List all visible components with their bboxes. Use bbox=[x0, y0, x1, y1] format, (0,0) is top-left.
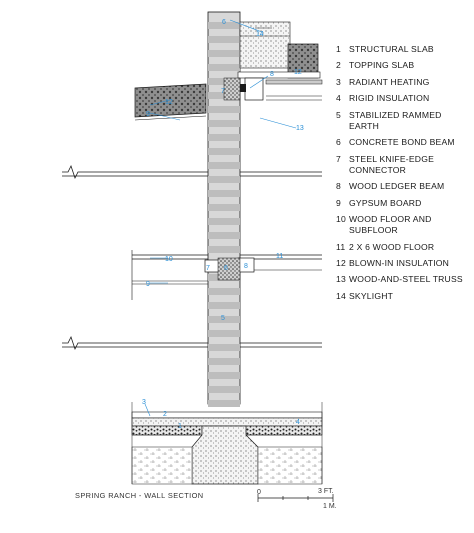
legend-label: SKYLIGHT bbox=[349, 290, 394, 301]
drawing-caption: SPRING RANCH - WALL SECTION bbox=[75, 491, 204, 500]
legend-label: STEEL KNIFE-EDGE CONNECTOR bbox=[349, 153, 435, 175]
callout-wall-earth: 5 bbox=[221, 315, 225, 322]
legend-item bbox=[336, 258, 472, 269]
earth-lift-band bbox=[208, 36, 240, 43]
legend-number: 6 bbox=[336, 137, 341, 148]
legend-item bbox=[336, 242, 472, 253]
scale-bar bbox=[258, 494, 333, 502]
legend-number: 3 bbox=[336, 76, 341, 87]
callout-floor-bond-beam: 6 bbox=[224, 265, 228, 272]
legend-number: 4 bbox=[336, 93, 341, 104]
earth-lift-band bbox=[208, 176, 240, 183]
legend-number: 10 bbox=[336, 213, 346, 224]
callout-overhang-board: 9 bbox=[146, 111, 150, 118]
legend-label: BLOWN-IN INSULATION bbox=[349, 257, 450, 268]
legend-label: WOOD FLOOR AND SUBFLOOR bbox=[349, 213, 432, 236]
legend-item bbox=[336, 154, 472, 176]
legend-number: 9 bbox=[336, 197, 341, 208]
earth-lift-band bbox=[208, 50, 240, 57]
callout-slab-insulation: 4 bbox=[296, 419, 300, 426]
legend-item bbox=[336, 181, 472, 192]
callout-truss: 13 bbox=[296, 125, 304, 132]
rammed-earth-wall bbox=[208, 12, 240, 407]
earth-lift-band bbox=[208, 288, 240, 295]
callout-floor-wood: 10 bbox=[165, 256, 173, 263]
callout-connector: 7 bbox=[221, 88, 225, 95]
legend-item bbox=[336, 274, 472, 285]
legend-item bbox=[336, 214, 472, 236]
earth-lift-band bbox=[208, 204, 240, 211]
legend bbox=[336, 44, 472, 307]
legend-number: 1 bbox=[336, 44, 341, 54]
legend-label: STABILIZED RAMMED EARTH bbox=[349, 109, 442, 131]
earth-lift-band bbox=[208, 190, 240, 197]
earth-lift-band bbox=[208, 386, 240, 393]
legend-item bbox=[336, 110, 472, 132]
legend-number: 14 bbox=[336, 290, 346, 301]
callout-ledger: 8 bbox=[270, 71, 274, 78]
legend-number: 5 bbox=[336, 109, 341, 120]
callout-slab-structural: 1 bbox=[178, 423, 182, 430]
legend-item bbox=[336, 44, 472, 55]
legend-number: 7 bbox=[336, 153, 341, 164]
legend-label: GYPSUM BOARD bbox=[349, 197, 422, 208]
callout-floor-connector: 7 bbox=[206, 265, 210, 272]
earth-lift-band bbox=[208, 358, 240, 365]
earth-lift-band bbox=[208, 64, 240, 71]
earth-lift-band bbox=[208, 218, 240, 225]
earth-lift-band bbox=[208, 232, 240, 239]
earth-lift-band bbox=[208, 120, 240, 127]
earth-lift-band bbox=[208, 162, 240, 169]
callout-skylight: 14 bbox=[256, 31, 264, 38]
legend-label: WOOD-AND-STEEL TRUSS bbox=[349, 274, 463, 285]
earth-lift-band bbox=[208, 302, 240, 309]
legend-number: 12 bbox=[336, 257, 346, 268]
callout-floor-gypsum: 9 bbox=[146, 281, 150, 288]
legend-item bbox=[336, 77, 472, 88]
earth-lift-band bbox=[208, 372, 240, 379]
legend-label: STRUCTURAL SLAB bbox=[349, 44, 434, 54]
legend-item bbox=[336, 137, 472, 148]
legend-number: 11 bbox=[336, 241, 346, 252]
legend-label: TOPPING SLAB bbox=[349, 60, 415, 71]
callout-overhang-insulation: 12 bbox=[165, 99, 173, 106]
earth-lift-band bbox=[208, 148, 240, 155]
legend-label: CONCRETE BOND BEAM bbox=[349, 137, 455, 148]
legend-number: 8 bbox=[336, 181, 341, 192]
callout-floor-joist: 11 bbox=[276, 253, 284, 260]
legend-number: 2 bbox=[336, 60, 341, 71]
callout-slab-topping: 2 bbox=[163, 411, 167, 418]
legend-label: RIGID INSULATION bbox=[349, 93, 430, 104]
earth-lift-band bbox=[208, 400, 240, 407]
legend-number: 13 bbox=[336, 274, 346, 285]
foundation bbox=[132, 402, 322, 484]
legend-item bbox=[336, 60, 472, 71]
earth-lift-band bbox=[208, 344, 240, 351]
legend-label: WOOD LEDGER BEAM bbox=[349, 181, 445, 192]
callout-roof-wall: 6 bbox=[222, 19, 226, 26]
scale-zero-label: 0 bbox=[257, 489, 261, 496]
callout-slab-radiant: 3 bbox=[142, 399, 146, 406]
earth-lift-band bbox=[208, 246, 240, 253]
legend-label: RADIANT HEATING bbox=[349, 76, 430, 87]
scale-meters-label: 1 M. bbox=[323, 503, 337, 510]
earth-lift-band bbox=[208, 134, 240, 141]
legend-item bbox=[336, 93, 472, 104]
legend-item bbox=[336, 291, 472, 302]
callout-floor-ledger: 8 bbox=[244, 263, 248, 270]
legend-item bbox=[336, 198, 472, 209]
callout-roof-insulation: 12 bbox=[294, 69, 302, 76]
scale-feet-label: 3 FT. bbox=[318, 488, 334, 495]
legend-label: 2 X 6 WOOD FLOOR bbox=[349, 241, 435, 252]
earth-lift-band bbox=[208, 330, 240, 337]
earth-lift-band bbox=[208, 106, 240, 113]
